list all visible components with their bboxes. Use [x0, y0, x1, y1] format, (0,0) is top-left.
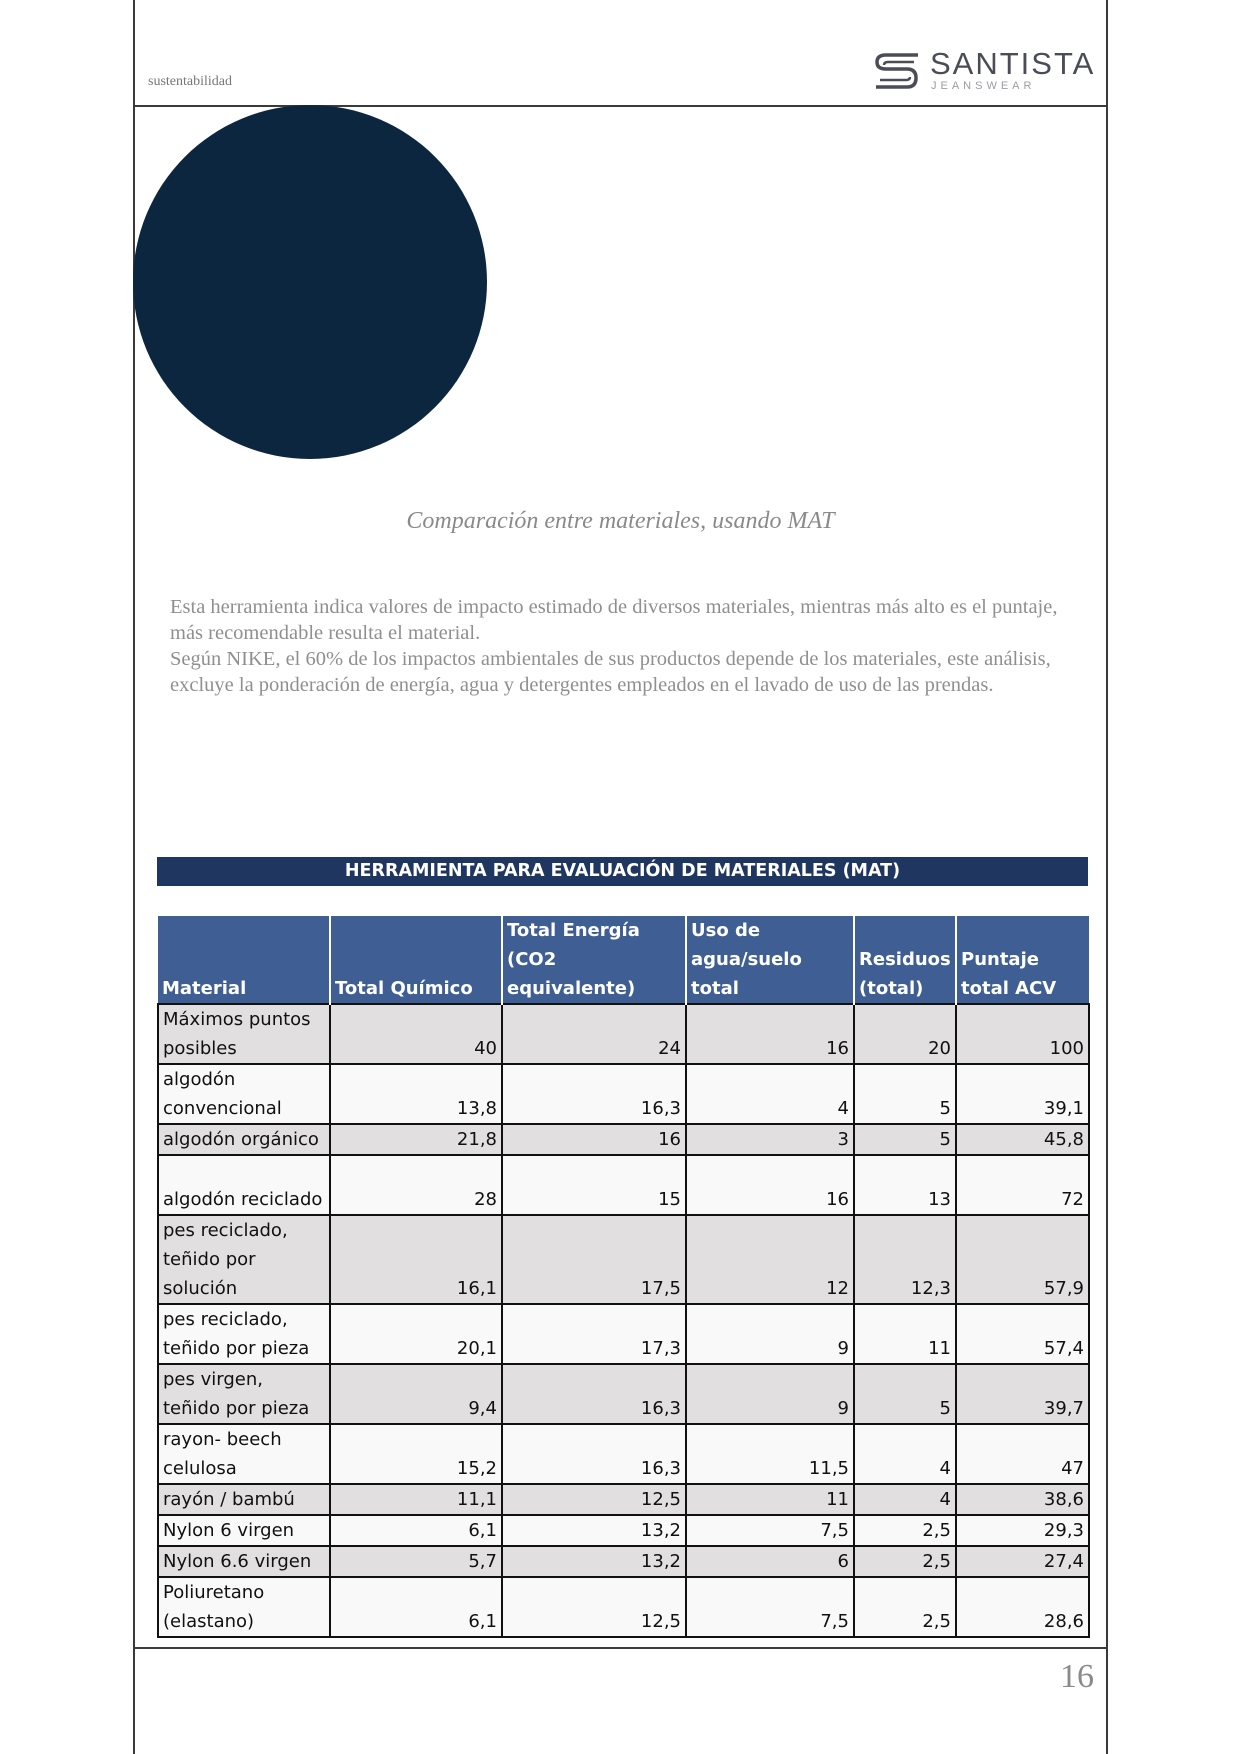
brand-name: SANTISTA: [930, 46, 1096, 81]
value-cell: 11,5: [686, 1424, 854, 1484]
value-cell: 9,4: [330, 1364, 502, 1424]
value-cell: 5: [854, 1064, 956, 1124]
material-cell: [158, 1155, 330, 1215]
value-cell: 12,5: [502, 1577, 686, 1637]
value-cell: 39,1: [956, 1064, 1089, 1124]
value-cell: 2,5: [854, 1577, 956, 1637]
material-cell: Nylon 6 virgen: [158, 1515, 330, 1546]
material-cell: pes reciclado, teñido por solución: [158, 1215, 330, 1304]
page-subtitle: Comparación entre materiales, usando MAT: [406, 508, 835, 534]
value-cell: 3: [686, 1124, 854, 1155]
value-cell: 2,5: [854, 1515, 956, 1546]
value-cell: 11: [854, 1304, 956, 1364]
table-header-row: [158, 916, 1089, 1004]
value-cell: 12,5: [502, 1484, 686, 1515]
page-border-right: [1106, 0, 1108, 1754]
column-header: Puntaje total ACV: [956, 916, 1089, 1004]
santista-s-icon: [874, 52, 920, 94]
value-cell: 57,9: [956, 1215, 1089, 1304]
value-cell: 16,3: [502, 1364, 686, 1424]
value-cell: 6,1: [330, 1515, 502, 1546]
value-cell: 12: [686, 1215, 854, 1304]
value-cell: 7,5: [686, 1515, 854, 1546]
value-cell: 6,1: [330, 1577, 502, 1637]
table-row: [158, 1004, 1089, 1064]
material-cell: pes reciclado, teñido por pieza: [158, 1304, 330, 1364]
material-cell: algodón convencional: [158, 1064, 330, 1124]
value-cell: 5: [854, 1364, 956, 1424]
decorative-circle: [133, 105, 487, 459]
value-cell: 4: [854, 1424, 956, 1484]
materials-table: [157, 916, 1090, 1638]
material-cell: rayón / bambú: [158, 1484, 330, 1515]
value-cell: 4: [854, 1484, 956, 1515]
table-banner: HERRAMIENTA PARA EVALUACIÓN DE MATERIALES (MAT): [157, 857, 1088, 886]
value-cell: 6: [686, 1546, 854, 1577]
value-cell: 15: [502, 1155, 686, 1215]
table-row: [158, 1577, 1089, 1637]
value-cell: 38,6: [956, 1484, 1089, 1515]
value-cell: 13,2: [502, 1546, 686, 1577]
brand-subline: JEANSWEAR: [931, 80, 1036, 92]
table-row: [158, 1215, 1089, 1304]
material-cell: Máximos puntos posibles: [158, 1004, 330, 1064]
material-cell: rayon- beech celulosa: [158, 1424, 330, 1484]
table-row: [158, 1424, 1089, 1484]
value-cell: 7,5: [686, 1577, 854, 1637]
value-cell: 100: [956, 1004, 1089, 1064]
table-row: [158, 1484, 1089, 1515]
value-cell: 16: [502, 1124, 686, 1155]
material-cell: Nylon 6.6 virgen: [158, 1546, 330, 1577]
value-cell: 39,7: [956, 1364, 1089, 1424]
value-cell: 21,8: [330, 1124, 502, 1155]
value-cell: 12,3: [854, 1215, 956, 1304]
value-cell: 20: [854, 1004, 956, 1064]
value-cell: 20,1: [330, 1304, 502, 1364]
value-cell: 40: [330, 1004, 502, 1064]
value-cell: 11: [686, 1484, 854, 1515]
material-cell: algodón orgánico: [158, 1124, 330, 1155]
value-cell: 13,2: [502, 1515, 686, 1546]
page-number: 16: [1060, 1658, 1094, 1695]
value-cell: 5: [854, 1124, 956, 1155]
value-cell: 9: [686, 1364, 854, 1424]
value-cell: 27,4: [956, 1546, 1089, 1577]
column-header: Total Químico: [330, 916, 502, 1004]
table-row: [158, 1304, 1089, 1364]
value-cell: 9: [686, 1304, 854, 1364]
value-cell: 16,1: [330, 1215, 502, 1304]
value-cell: 57,4: [956, 1304, 1089, 1364]
footer-rule: [134, 1647, 1107, 1649]
value-cell: 2,5: [854, 1546, 956, 1577]
column-header: Total Energía (CO2 equivalente): [502, 916, 686, 1004]
material-cell: pes virgen, teñido por pieza: [158, 1364, 330, 1424]
intro-paragraph: Esta herramienta indica valores de impacto estimado de diversos materiales, mientras más alto es el puntaje, más recomendable resulta el material.: [170, 596, 1058, 644]
value-cell: 16,3: [502, 1064, 686, 1124]
table-row: [158, 1546, 1089, 1577]
column-header: Uso de agua/suelo total: [686, 916, 854, 1004]
value-cell: 28,6: [956, 1577, 1089, 1637]
value-cell: 24: [502, 1004, 686, 1064]
section-label: sustentabilidad: [148, 74, 232, 89]
value-cell: 16: [686, 1155, 854, 1215]
intro-text: [170, 594, 1070, 698]
intro-paragraph: Según NIKE, el 60% de los impactos ambientales de sus productos depende de los materiales, este análisis, excluye la ponderación de energía, agua y detergentes empleados en el lavado de uso de las prendas.: [170, 648, 1051, 696]
value-cell: 4: [686, 1064, 854, 1124]
value-cell: 47: [956, 1424, 1089, 1484]
table-row: [158, 1064, 1089, 1124]
material-cell: Poliuretano (elastano): [158, 1577, 330, 1637]
table-row: [158, 1515, 1089, 1546]
value-cell: 28: [330, 1155, 502, 1215]
value-cell: 5,7: [330, 1546, 502, 1577]
value-cell: 17,3: [502, 1304, 686, 1364]
value-cell: 13: [854, 1155, 956, 1215]
value-cell: 17,5: [502, 1215, 686, 1304]
value-cell: 16: [686, 1004, 854, 1064]
value-cell: 29,3: [956, 1515, 1089, 1546]
value-cell: 15,2: [330, 1424, 502, 1484]
value-cell: 45,8: [956, 1124, 1089, 1155]
column-header: Material: [158, 916, 330, 1004]
table-row: [158, 1364, 1089, 1424]
material-label: algodón reciclado: [163, 1189, 323, 1210]
value-cell: 16,3: [502, 1424, 686, 1484]
column-header: Residuos (total): [854, 916, 956, 1004]
table-row: [158, 1124, 1089, 1155]
brand-logo: [874, 46, 1096, 96]
value-cell: 11,1: [330, 1484, 502, 1515]
table-row: [158, 1155, 1089, 1215]
value-cell: 72: [956, 1155, 1089, 1215]
value-cell: 13,8: [330, 1064, 502, 1124]
